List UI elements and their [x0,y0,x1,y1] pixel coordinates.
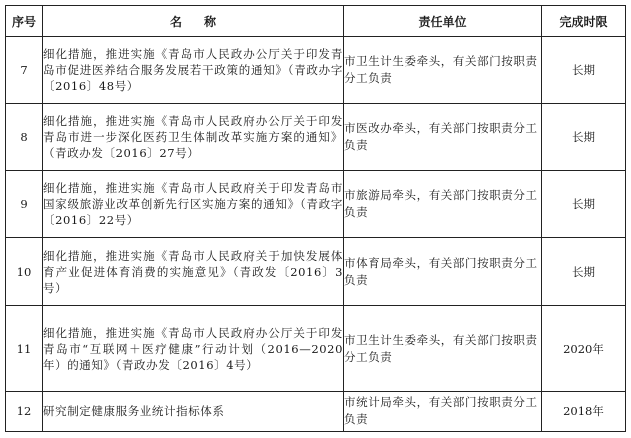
row-unit: 市体育局牵头，有关部门按职责分工负责 [344,237,542,306]
row-name: 细化措施，推进实施《青岛市人民政府关于印发青岛市国家级旅游业改革创新先行区实施方案的通知》（青政字〔2016〕22号） [43,170,344,237]
row-name: 细化措施，推进实施《青岛市人民政府关于加快发展体育产业促进体育消费的实施意见》（青政发〔2016〕3号） [43,237,344,306]
row-unit: 市医改办牵头，有关部门按职责分工负责 [344,103,542,170]
row-unit: 市卫生计生委牵头，有关部门按职责分工负责 [344,306,542,391]
row-no: 11 [6,306,43,391]
row-deadline: 长期 [542,37,626,104]
header-name-text: 名称 [169,14,238,29]
header-deadline: 完成时限 [542,6,626,37]
table-row [6,237,626,306]
row-deadline: 2018年 [542,391,626,431]
row-no: 7 [6,37,43,104]
row-name: 细化措施，推进实施《青岛市人民政办公厅关于印发青岛市促进医养结合服务发展若干政策的通知》（青政办字〔2016〕48号） [43,37,344,104]
row-name: 细化措施，推进实施《青岛市人民政府办公厅关于印发青岛市进一步深化医药卫生体制改革实施方案的通知》（青政办发〔2016〕27号） [43,103,344,170]
row-deadline: 2020年 [542,306,626,391]
table-row [6,37,626,104]
row-deadline: 长期 [542,103,626,170]
row-deadline: 长期 [542,170,626,237]
row-unit: 市卫生计生委牵头，有关部门按职责分工负责 [344,37,542,104]
table-row [6,391,626,431]
row-unit: 市旅游局牵头，有关部门按职责分工负责 [344,170,542,237]
row-no: 8 [6,103,43,170]
table-header-row [6,6,626,37]
table-row [6,170,626,237]
row-no: 9 [6,170,43,237]
table-row [6,306,626,391]
row-name: 研究制定健康服务业统计指标体系 [43,391,344,431]
task-table [5,5,626,432]
row-name: 细化措施，推进实施《青岛市人民政府办公厅关于印发青岛市“互联网＋医疗健康”行动计划（2016—2020年）的通知》（青政办发〔2016〕4号） [43,306,344,391]
table-row [6,103,626,170]
header-unit: 责任单位 [344,6,542,37]
header-no: 序号 [6,6,43,37]
row-unit: 市统计局牵头，有关部门按职责分工负责 [344,391,542,431]
row-deadline: 长期 [542,237,626,306]
row-no: 12 [6,391,43,431]
row-no: 10 [6,237,43,306]
header-name [43,6,344,37]
